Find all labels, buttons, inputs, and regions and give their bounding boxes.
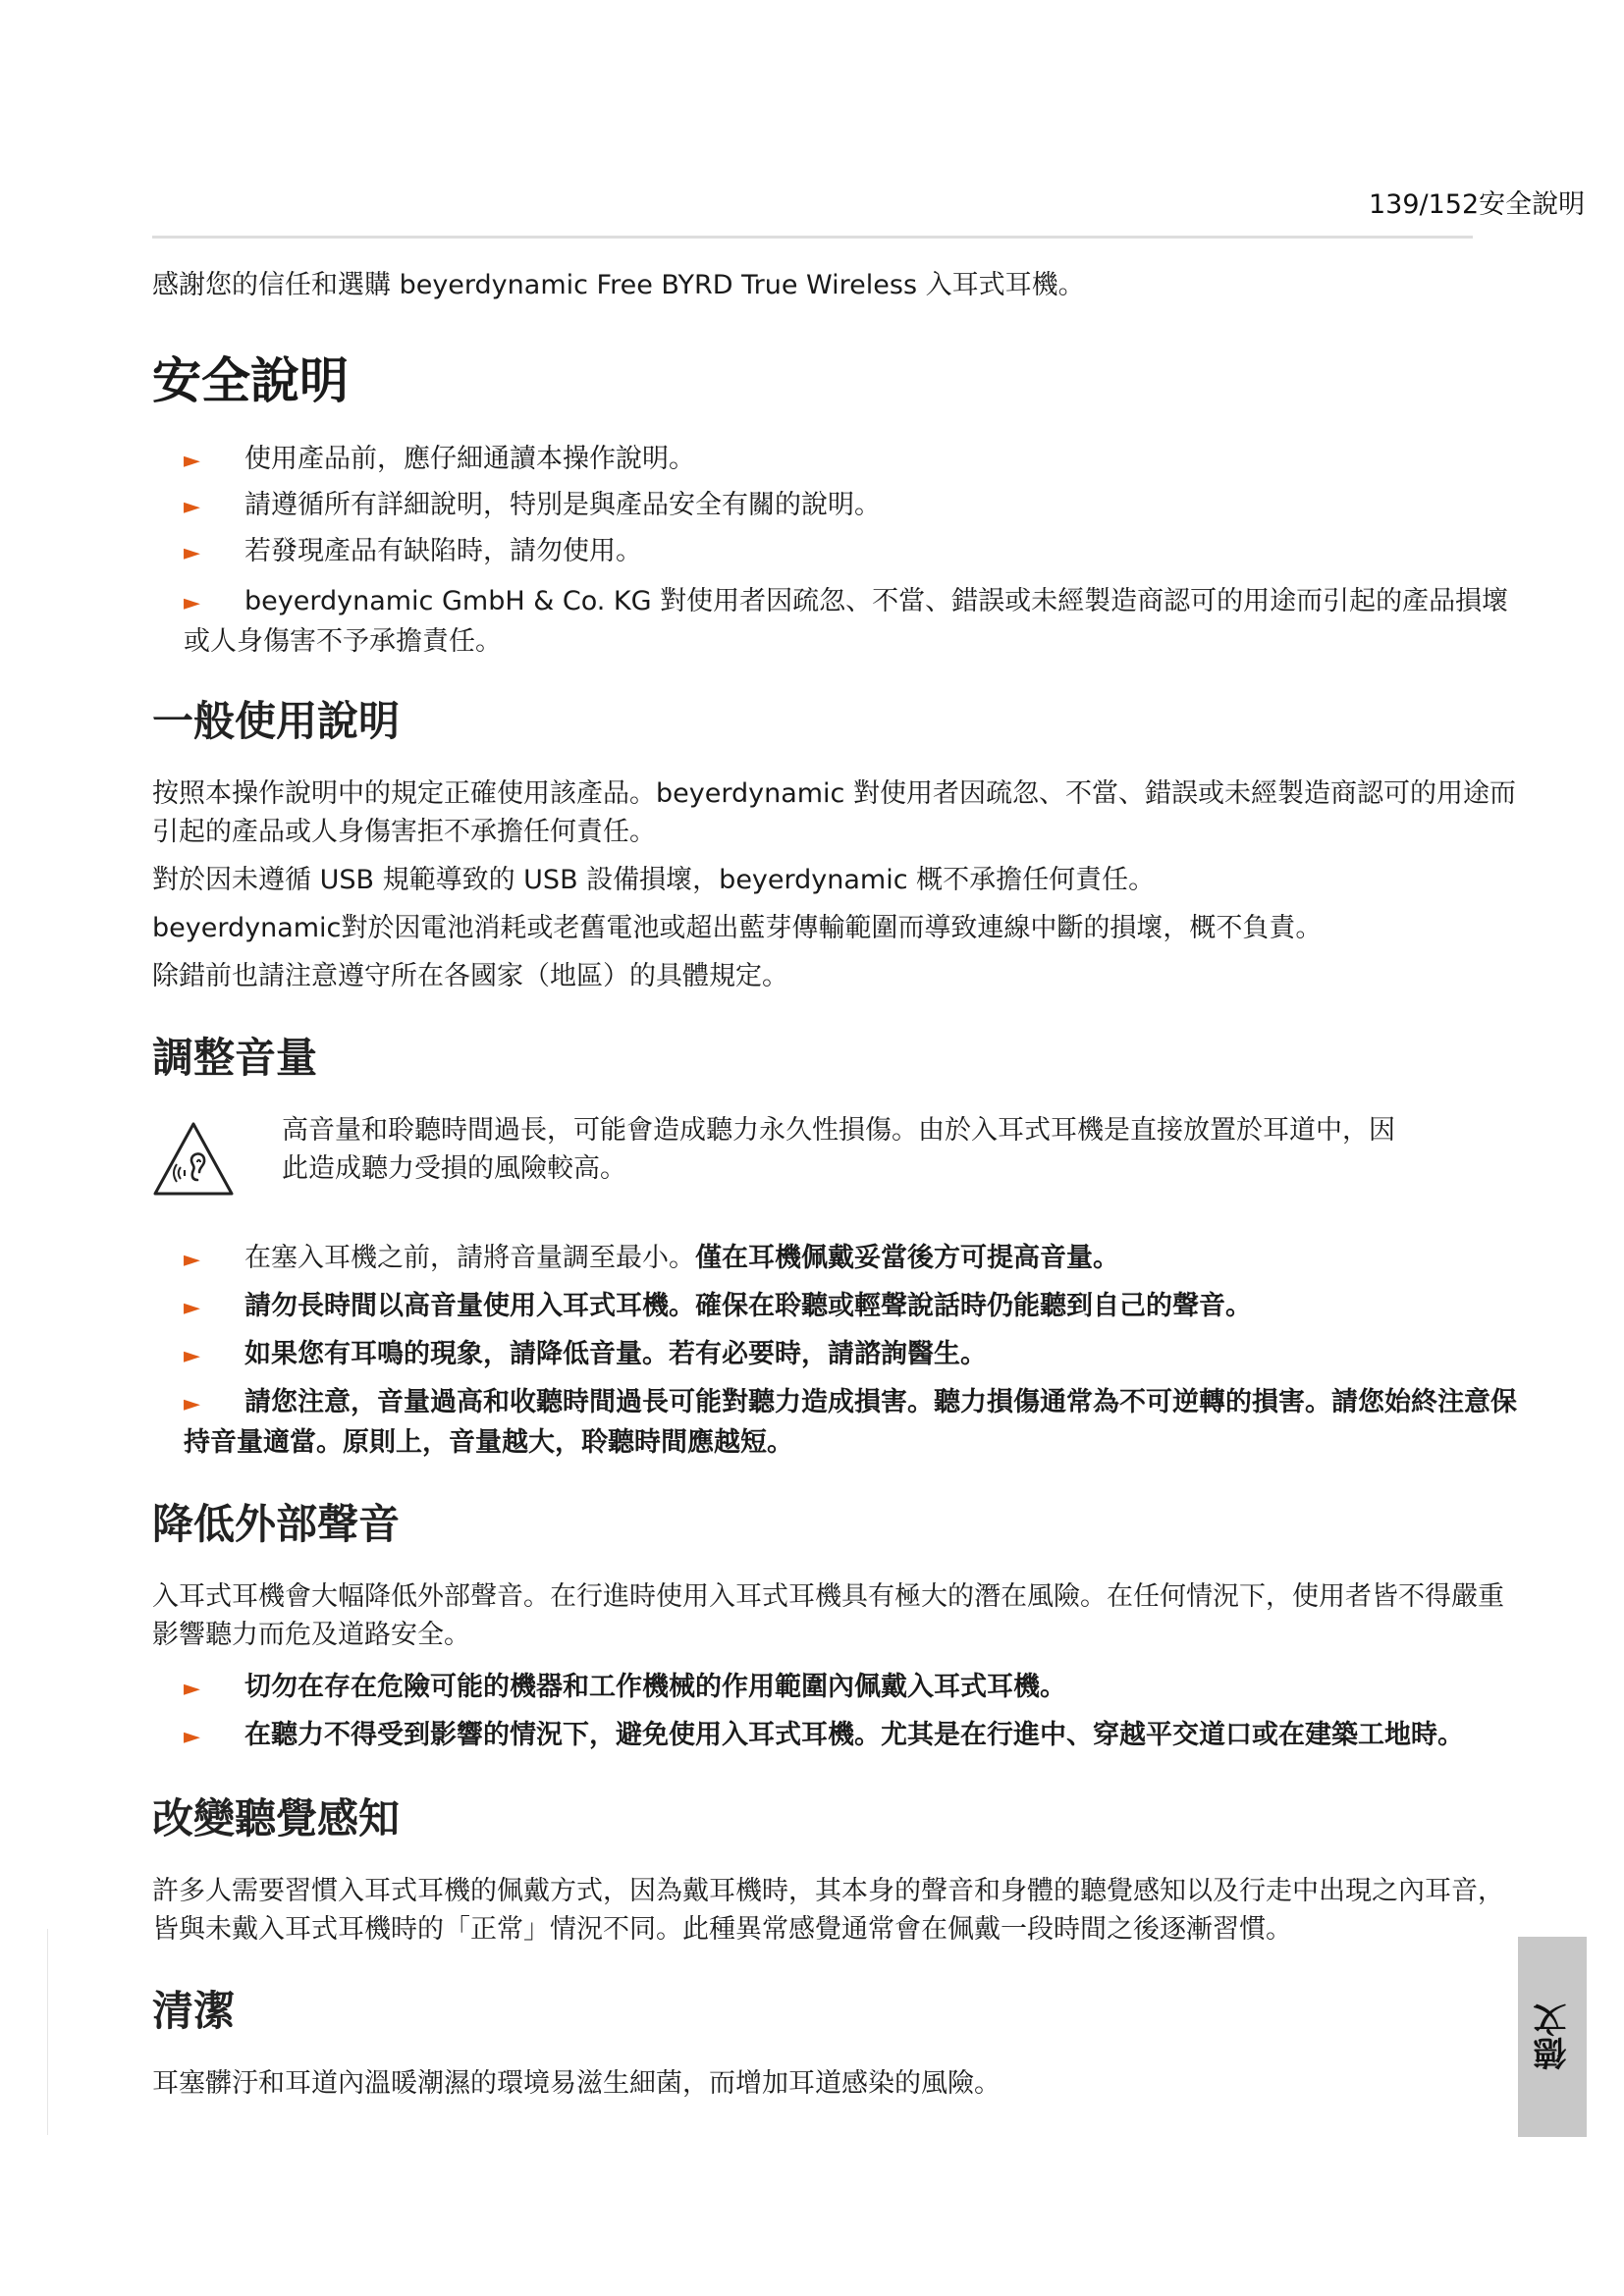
header-rule <box>152 236 1473 239</box>
volume-warning <box>152 1111 1517 1198</box>
bullet-arrow-icon: ► <box>184 495 200 519</box>
bullet-arrow-icon: ► <box>184 1677 200 1701</box>
document-body <box>152 260 1517 2103</box>
bullet-arrow-icon: ► <box>184 1725 200 1749</box>
list-item: ► 切勿在存在危險可能的機器和工作機械的作用範圍內佩戴入耳式耳機。 <box>184 1668 1517 1708</box>
list-item: ► 在聽力不得受到影響的情況下，避免使用入耳式耳機。尤其是在行進中、穿越平交道口或在建築工地時。 <box>184 1716 1517 1756</box>
margin-line <box>47 1929 48 2135</box>
list-item: ► 請勿長時間以高音量使用入耳式耳機。確保在聆聽或輕聲說話時仍能聽到自己的聲音。 <box>184 1287 1517 1327</box>
general-paragraph: beyerdynamic對於因電池消耗或老舊電池或超出藍芽傳輸範圍而導致連線中斷的損壞，概不負責。 <box>152 913 1323 943</box>
perception-title: 改變聽覺感知 <box>152 1794 401 1842</box>
volume-warning-text: 高音量和聆聽時間過長，可能會造成聽力永久性損傷。由於入耳式耳機是直接放置於耳道中，因此造成聽力受損的風險較高。 <box>282 1115 1395 1184</box>
bullet-arrow-icon: ► <box>184 1248 200 1272</box>
list-item: ► 請遵循所有詳細說明，特別是與產品安全有關的說明。 <box>184 486 1517 526</box>
volume-title: 調整音量 <box>152 1034 318 1082</box>
list-item: ► beyerdynamic GmbH & Co. KG 對使用者因疏忽、不當、錯誤或未經製造商認可的用途而引起的產品損壞或人身傷害不予承擔責任。 <box>184 586 1509 657</box>
intro-text: 感謝您的信任和選購 beyerdynamic Free BYRD True Wireless 入耳式耳機。 <box>152 270 1085 300</box>
ear-hearing-warning-icon <box>152 1121 235 1198</box>
page-header: 139/152安全說明 <box>1369 189 1586 220</box>
bullet-arrow-icon: ► <box>184 541 200 565</box>
general-title: 一般使用說明 <box>152 697 401 745</box>
bullet-arrow-icon: ► <box>184 591 200 615</box>
language-tab <box>1518 1937 1587 2137</box>
safety-title: 安全說明 <box>152 352 349 409</box>
general-paragraph: 對於因未遵循 USB 規範導致的 USB 設備損壞，beyerdynamic 概不承擔任何責任。 <box>152 865 1156 895</box>
list-item: ► 請您注意，音量過高和收聽時間過長可能對聽力造成損害。聽力損傷通常為不可逆轉的損害。請您始終注意保持音量適當。原則上，音量越大，聆聽時間應越短。 <box>184 1387 1517 1458</box>
noise-title: 降低外部聲音 <box>152 1500 401 1548</box>
safety-bullets <box>152 440 1517 661</box>
bullet-arrow-icon: ► <box>184 1344 200 1368</box>
general-paragraph: 按照本操作說明中的規定正確使用該產品。beyerdynamic 對使用者因疏忽、不當、錯誤或未經製造商認可的用途而引起的產品或人身傷害拒不承擔任何責任。 <box>152 778 1516 847</box>
list-item: ► 使用產品前，應仔細通讀本操作說明。 <box>184 440 1517 480</box>
cleaning-title: 清潔 <box>152 1987 236 2035</box>
language-tab-label: 德文 <box>1533 2003 1573 2070</box>
list-item: ► 如果您有耳鳴的現象，請降低音量。若有必要時，請諮詢醫生。 <box>184 1335 1517 1375</box>
general-paragraph: 除錯前也請注意遵守所在各國家（地區）的具體規定。 <box>152 961 788 991</box>
bullet-arrow-icon: ► <box>184 1296 200 1320</box>
volume-bullets <box>152 1239 1517 1462</box>
perception-paragraph: 許多人需要習慣入耳式耳機的佩戴方式，因為戴耳機時，其本身的聲音和身體的聽覺感知以及行走中出現之內耳音，皆與未戴入耳式耳機時的「正常」情況不同。此種異常感覺通常會在佩戴一段時間之後逐漸習慣。 <box>152 1876 1504 1945</box>
bullet-arrow-icon: ► <box>184 1392 200 1416</box>
cleaning-paragraph: 耳塞髒汙和耳道內溫暖潮濕的環境易滋生細菌，而增加耳道感染的風險。 <box>152 2068 1001 2099</box>
noise-paragraph: 入耳式耳機會大幅降低外部聲音。在行進時使用入耳式耳機具有極大的潛在風險。在任何情況下，使用者皆不得嚴重影響聽力而危及道路安全。 <box>152 1581 1504 1650</box>
bullet-arrow-icon: ► <box>184 449 200 473</box>
list-item: ► 在塞入耳機之前，請將音量調至最小。僅在耳機佩戴妥當後方可提高音量。 <box>184 1239 1517 1279</box>
noise-bullets <box>152 1668 1517 1756</box>
list-item: ► 若發現產品有缺陷時，請勿使用。 <box>184 532 1517 572</box>
